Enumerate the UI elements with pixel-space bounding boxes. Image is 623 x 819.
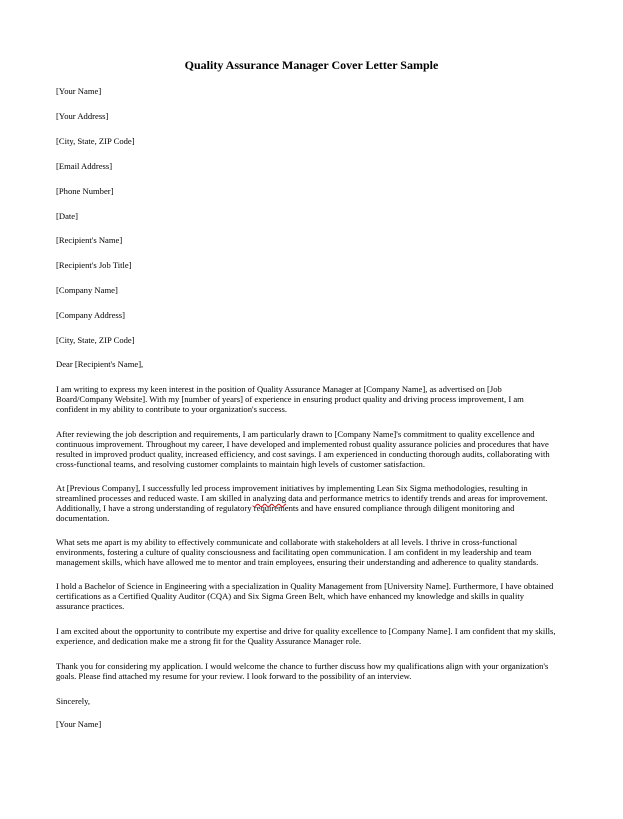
- paragraph-achievements-part-1: At [Previous Company], I successfully led process improvement initiatives by implementing Lean Six Sigma methodologies, resulting in streamlined processes and reduced waste. I am skilled in: [56, 483, 528, 503]
- signature-name: [Your Name]: [56, 719, 102, 729]
- recipient-job-title: [Recipient's Job Title]: [56, 260, 132, 270]
- paragraph-intro: I am writing to express my keen interest in the position of Quality Assurance Manager at [Company Name], as advertised on [Job Board/Company Website]. With my [number of years] of experience in ensuring product quality and driving process improvement, I am confident in my ability to contribute to your organization's success.: [56, 384, 524, 414]
- paragraph-experience: After reviewing the job description and requirements, I am particularly drawn to [Company Name]'s commitment to quality excellence and continuous improvement. Throughout my career, I have developed and implemented robust quality assurance policies and procedures that have resulted in improved product quality, increased efficiency, and cost savings. I am experienced in conducting thorough audits, collaborating with cross-functional teams, and resolving customer complaints to maintain high levels of customer satisfaction.: [56, 429, 550, 469]
- spellcheck-flagged-word: analyzing: [252, 493, 287, 503]
- recipient-company-name: [Company Name]: [56, 285, 118, 295]
- sender-email: [Email Address]: [56, 161, 113, 171]
- document-title: Quality Assurance Manager Cover Letter Sample: [184, 58, 439, 72]
- sender-phone: [Phone Number]: [56, 186, 114, 196]
- sender-address: [Your Address]: [56, 111, 109, 121]
- paragraph-enthusiasm: I am excited about the opportunity to contribute my expertise and drive for quality excellence to [Company Name]. I am confident that my skills, experience, and dedication make me a strong fit for the Quality Assurance Manager role.: [56, 626, 556, 646]
- recipient-company-address: [Company Address]: [56, 310, 125, 320]
- letter-date: [Date]: [56, 211, 78, 221]
- recipient-name: [Recipient's Name]: [56, 235, 123, 245]
- closing: Sincerely,: [56, 696, 91, 706]
- paragraph-achievements: [56, 483, 556, 523]
- sender-city-state-zip: [City, State, ZIP Code]: [56, 136, 135, 146]
- paragraph-education: I hold a Bachelor of Science in Engineering with a specialization in Quality Management from [University Name]. Furthermore, I have obtained certifications as a Certified Quality Auditor (CQA) and Six Sigma Green Belt, which have enhanced my knowledge and skills in quality assurance practices.: [56, 581, 554, 611]
- paragraph-achievements-part-2: data and performance metrics to identify trends and areas for improvement. Additionally, I have a strong understanding of regulatory requirements and have ensured compliance through diligent monitoring and documentation.: [56, 493, 548, 523]
- sender-name: [Your Name]: [56, 86, 102, 96]
- salutation: Dear [Recipient's Name],: [56, 359, 144, 369]
- recipient-city-state-zip: [City, State, ZIP Code]: [56, 335, 135, 345]
- paragraph-closing: Thank you for considering my application. I would welcome the chance to further discuss how my qualifications align with your organization's goals. Please find attached my resume for your review. I look forward to the possibility of an interview.: [56, 661, 549, 681]
- paragraph-communication: What sets me apart is my ability to effectively communicate and collaborate with stakeholders at all levels. I thrive in cross-functional environments, fostering a culture of quality consciousness and facilitating open communication. I am confident in my leadership and team management skills, which have allowed me to mentor and train employees, ensuring their understanding and adherence to quality standards.: [56, 537, 539, 567]
